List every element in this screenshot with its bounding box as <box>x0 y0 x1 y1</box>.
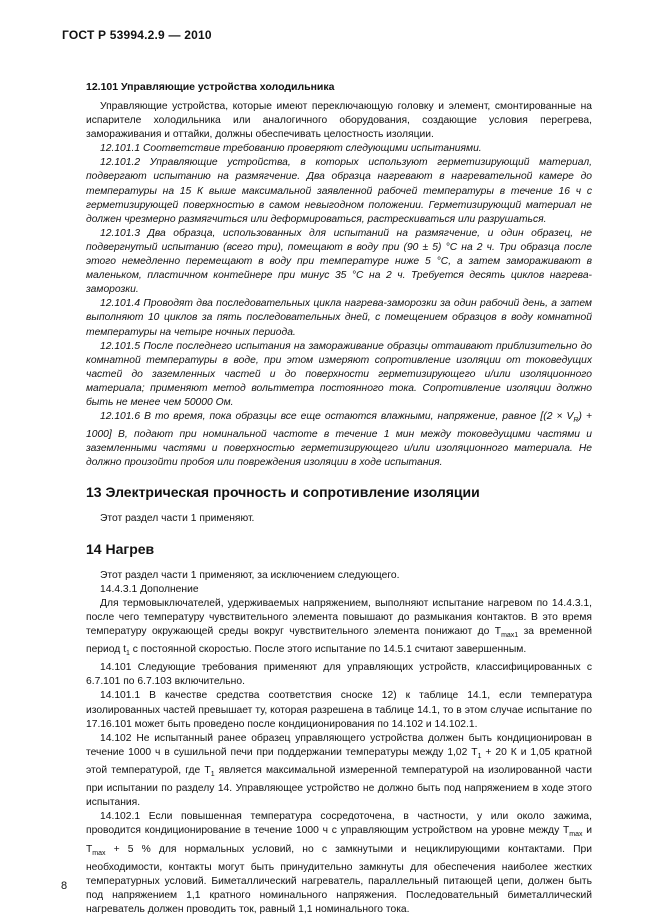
paragraph-14-101-1: 14.101.1 В качестве средства соответствия сноске 12) к таблице 14.1, если температура изолированных частей превышает ту, которая разрешена в таблице 14.1, то в этом случае испытание по 17.16.101 может быть проведено после кондиционирования по 14.102 и 14.102.1. <box>86 690 592 730</box>
paragraph-12-101-6: 12.101.6 В то время, пока образцы все еще остаются влажными, напряжение, равное $[(2 \times V_R) + 1000]$ В, подают при номинальной частоте в течение 1 мин между токоведущими частями и заземленными частями и поверхностью герметизирующего и/или изоляционного материала. Не должно произойти пробоя или повреждения изоляции в ходе испытания. <box>86 411 592 469</box>
paragraph-14-text: Этот раздел части 1 применяют, за исключением следующего. <box>100 569 400 581</box>
paragraph-14-102: 14.102 Не испытанный ранее образец управляющего устройства должен быть кондиционирован в течение 1000 ч в сушильной печи при поддержании температуры между 1,02 $T_1 + 20$ К и 1,05 кратной этой температурой, где $T_1$ является максимальной измеренной температурой на изолированной части при испытании по разделу 14. Управляющее устройство не должно быть под напряжением в ходе этого испытания. <box>86 732 592 809</box>
page-content <box>86 80 592 917</box>
section-12-101-title: 12.101 Управляющие устройства холодильника <box>86 81 335 93</box>
paragraph-12-101-1: 12.101.1 Соответствие требованию проверяют следующими испытаниями. <box>100 143 482 155</box>
paragraph-14-102-1: 14.102.1 Если повышенная температура сосредоточена, в частности, у или около зажима, проводится кондиционирование в течение 1000 ч с управляющим устройством на уровне между $T_{max}$ и $T_{max} + 5$ % для нормальных условий, но с замкнутыми и нециклирующими контактами. При необходимости, контакты могут быть принудительно замкнуты для обеспечения наиболее жестких температурных условий. Биметаллический нагреватель, параллельный питающей цепи, должен быть под напряжением 1,1 кратного номинального напряжения. Последовательный биметаллический нагреватель должен проводить ток, равный 1,1 номинального тока. <box>86 811 592 915</box>
page-number: 8 <box>61 880 68 892</box>
section-14-heading: 14 Нагрев <box>86 540 155 557</box>
paragraph-14-101: 14.101 Следующие требования применяют для управляющих устройств, классифицированных с 6.7.101 по 6.7.103 включительно. <box>86 662 592 688</box>
document-header: ГОСТ Р 53994.2.9 — 2010 <box>62 28 212 42</box>
paragraph-12-101-3: 12.101.3 Два образца, использованных для испытаний на размягчение, и один образец, не подвергнутый испытанию (всего три), помещают в воду при (90 ± 5) °С на 2 ч. Три образца после этого немедленно перемещают в воду при температуре ниже 5 °С, а затем замораживают в маленьком, пластичном контейнере при минус 35 °С на 2 ч. Требуется десять циклов нагрева-заморозки. <box>86 227 592 296</box>
paragraph-12-101-5: 12.101.5 После последнего испытания на замораживание образцы оттаивают приблизительно до комнатной температуры в воде, при этом измеряют сопротивление изоляции от токоведущих частей до заземленных частей и до поверхности герметизирующего и/или изоляционного материала; применяют метод вольтметра постоянного тока. Сопротивление изоляции должно быть не менее чем 50000 Ом. <box>86 340 592 408</box>
section-13-heading: 13 Электрическая прочность и сопротивление изоляции <box>86 484 480 501</box>
paragraph-13-text: Этот раздел части 1 применяют. <box>100 513 255 525</box>
paragraph-12-101-4: 12.101.4 Проводят два последовательных цикла нагрева-заморозки за один рабочий день, а затем выполняют 10 циклов за пять последовательных дней, с помещением образцов в воду комнатной температуры на четыре ночных периода. <box>86 298 592 338</box>
paragraph-12-101-2: 12.101.2 Управляющие устройства, в которых используют герметизирующий материал, подвергают испытанию на размягчение. Два образца нагревают в нагревательной камере до температуры на 15 К выше максимальной заявленной рабочей температуры в течение 16 ч с герметизирующей поверхностью в самом невыгодном положении. Герметизирующий материал не должен чрезмерно размягчиться или деформироваться, растрескиваться или разрушаться. <box>86 157 592 225</box>
paragraph-14-4-3-1-text: Для термовыключателей, удерживаемых напряжением, выполняют испытание нагревом по 14.4.3.1, после чего температуру чувствительного элемента повышают до размыкания контактов. В это время температуру окружающей среды вокруг чувствительного элемента понижают до $T_{max1}$ за временной период $t_1$ с постоянной скоростью. После этого испытание по 14.5.1 считают завершенным. <box>86 597 593 658</box>
paragraph-14-4-3-1: 14.4.3.1 Дополнение <box>100 583 199 595</box>
paragraph-12-101-intro: Управляющие устройства, которые имеют переключающую головку и элемент, смонтированные на испарителе холодильника или аналогичного оборудования, создающие условия перегрева, замораживания и оттайки, должны обеспечивать целостность изоляции. <box>86 101 592 141</box>
